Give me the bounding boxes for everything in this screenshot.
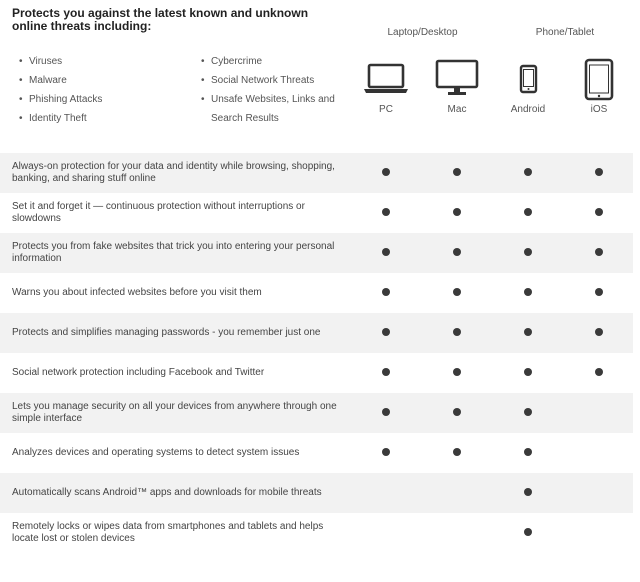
threat-list-left [12, 52, 192, 128]
device-label-pc: PC [379, 104, 393, 115]
device-label-ios: iOS [590, 104, 608, 115]
group-label-phone-tablet: Phone/Tablet [535, 27, 595, 38]
feature-row [0, 513, 633, 553]
supported-dot-pc [382, 448, 390, 456]
feature-row [0, 353, 633, 393]
page-heading: Protects you against the latest known and unknown online threats including: [12, 6, 309, 33]
supported-dot-pc [382, 288, 390, 296]
feature-description: Lets you manage security on all your devices from anywhere through one simple interface [12, 401, 337, 424]
supported-dot-android [524, 488, 532, 496]
supported-dot-mac [453, 368, 461, 376]
supported-dot-pc [382, 368, 390, 376]
feature-row [0, 273, 633, 313]
supported-dot-ios [595, 328, 603, 336]
supported-dot-ios [595, 168, 603, 176]
device-ios [569, 58, 629, 115]
supported-dot-ios [595, 248, 603, 256]
feature-row [0, 433, 633, 473]
supported-dot-android [524, 168, 532, 176]
feature-description: Protects and simplifies managing passwords - you remember just one [12, 327, 321, 338]
supported-dot-mac [453, 248, 461, 256]
threat-item: • Malware [12, 71, 192, 90]
threat-list-right [194, 52, 344, 128]
supported-dot-pc [382, 248, 390, 256]
supported-dot-mac [453, 408, 461, 416]
feature-table [0, 153, 633, 553]
threat-item: • Social Network Threats [194, 71, 344, 90]
supported-dot-pc [382, 208, 390, 216]
supported-dot-android [524, 208, 532, 216]
supported-dot-pc [382, 328, 390, 336]
feature-description: Remotely locks or wipes data from smartphones and tablets and helps locate lost or stolen devices [12, 521, 324, 544]
supported-dot-android [524, 528, 532, 536]
laptop-icon [361, 58, 411, 98]
device-pc [356, 58, 416, 115]
threat-item: • Unsafe Websites, Links and Search Results [194, 90, 344, 128]
supported-dot-android [524, 448, 532, 456]
supported-dot-mac [453, 288, 461, 296]
feature-description: Social network protection including Facebook and Twitter [12, 367, 265, 378]
feature-row [0, 233, 633, 273]
supported-dot-android [524, 408, 532, 416]
tablet-icon [574, 58, 624, 104]
threat-item: • Identity Theft [12, 109, 192, 128]
supported-dot-android [524, 288, 532, 296]
group-label-laptop-desktop: Laptop/Desktop [387, 27, 458, 38]
supported-dot-android [524, 248, 532, 256]
device-mac [427, 58, 487, 115]
supported-dot-mac [453, 168, 461, 176]
threat-item: • Viruses [12, 52, 192, 71]
device-label-android: Android [510, 104, 546, 115]
supported-dot-mac [453, 208, 461, 216]
feature-description: Automatically scans Android™ apps and downloads for mobile threats [12, 487, 322, 498]
device-label-mac: Mac [447, 104, 467, 115]
device-android [498, 58, 558, 115]
supported-dot-ios [595, 208, 603, 216]
feature-row [0, 393, 633, 433]
threat-item: • Phishing Attacks [12, 90, 192, 109]
supported-dot-mac [453, 328, 461, 336]
supported-dot-mac [453, 448, 461, 456]
feature-description: Set it and forget it — continuous protection without interruptions or slowdowns [12, 201, 305, 224]
feature-description: Always-on protection for your data and identity while browsing, shopping, banking, and sharing stuff online [12, 161, 335, 184]
feature-row [0, 473, 633, 513]
feature-description: Warns you about infected websites before you visit them [12, 287, 262, 298]
supported-dot-ios [595, 368, 603, 376]
supported-dot-ios [595, 288, 603, 296]
supported-dot-pc [382, 168, 390, 176]
threat-item: • Cybercrime [194, 52, 344, 71]
supported-dot-pc [382, 408, 390, 416]
feature-description: Protects you from fake websites that trick you into entering your personal information [12, 241, 335, 264]
feature-row [0, 313, 633, 353]
smartphone-icon [503, 58, 553, 98]
desktop-monitor-icon [432, 58, 482, 98]
feature-row [0, 193, 633, 233]
feature-description: Analyzes devices and operating systems to detect system issues [12, 447, 300, 458]
supported-dot-android [524, 328, 532, 336]
supported-dot-android [524, 368, 532, 376]
feature-row [0, 153, 633, 193]
